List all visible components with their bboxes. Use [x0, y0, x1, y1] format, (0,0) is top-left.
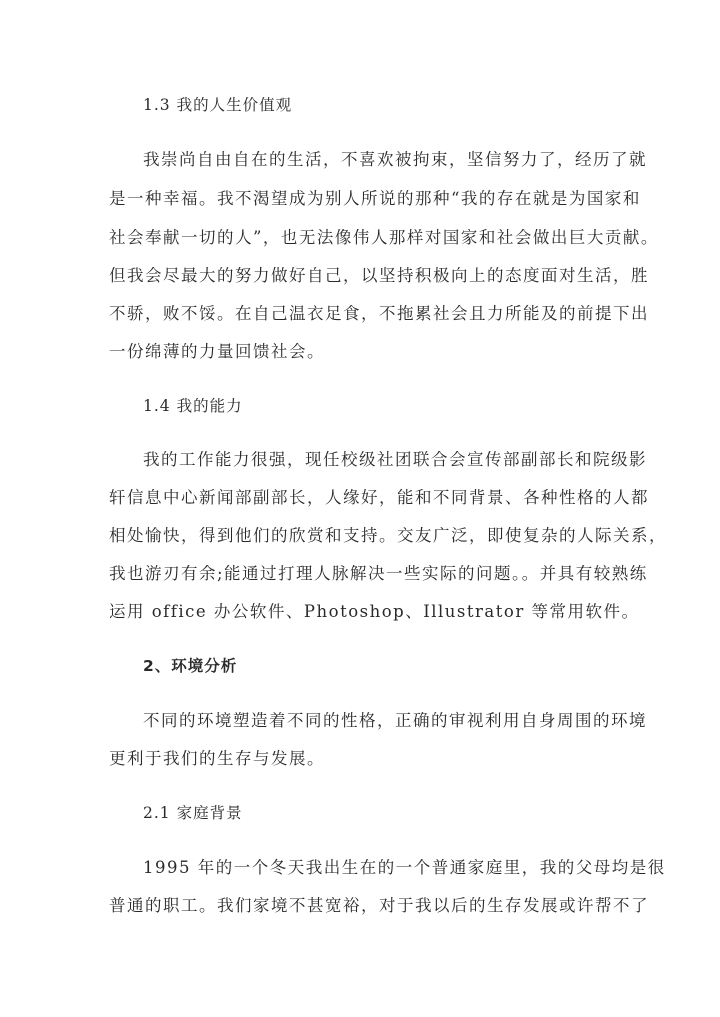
- paragraph-line: 我崇尚自由自在的生活，不喜欢被拘束，坚信努力了，经历了就: [143, 150, 647, 169]
- paragraph-line: 一份绵薄的力量回馈社会。: [109, 342, 325, 361]
- paragraph-line: 轩信息中心新闻部副部长，人缘好，能和不同背景、各种性格的人都: [109, 488, 649, 507]
- paragraph-line: 运用 office 办公软件、Photoshop、Illustrator 等常用软件。: [109, 602, 640, 621]
- paragraph-line: 是一种幸福。我不渴望成为别人所说的那种“我的存在就是为国家和: [109, 189, 641, 208]
- paragraph-line: 但我会尽最大的努力做好自己，以坚持积极向上的态度面对生活，胜: [109, 266, 649, 285]
- paragraph-line: 普通的职工。我们家境不甚宽裕，对于我以后的生存发展或许帮不了: [109, 896, 649, 915]
- paragraph-line: 不骄，败不馁。在自己温衣足食，不拖累社会且力所能及的前提下出: [109, 304, 649, 323]
- paragraph-line: 我的工作能力很强，现任校级社团联合会宣传部副部长和院级影: [143, 450, 647, 469]
- heading-1-4: 1.4 我的能力: [143, 397, 243, 415]
- heading-2-1: 2.1 家庭背景: [143, 804, 243, 822]
- heading-2: 2、环境分析: [143, 657, 238, 675]
- paragraph-line: 相处愉快，得到他们的欣赏和支持。交友广泛，即使复杂的人际关系，: [109, 526, 667, 545]
- paragraph-line: 不同的环境塑造着不同的性格，正确的审视利用自身周围的环境: [143, 711, 647, 730]
- heading-1-3: 1.3 我的人生价值观: [143, 96, 293, 114]
- paragraph-line: 更利于我们的生存与发展。: [109, 749, 325, 768]
- paragraph-line: 1995 年的一个冬天我出生在的一个普通家庭里，我的父母均是很: [143, 858, 666, 877]
- paragraph-line: 我也游刃有余;能通过打理人脉解决一些实际的问题。。并具有较熟练: [109, 564, 648, 583]
- paragraph-line: 社会奉献一切的人”，也无法像伟人那样对国家和社会做出巨大贡献。: [109, 228, 659, 247]
